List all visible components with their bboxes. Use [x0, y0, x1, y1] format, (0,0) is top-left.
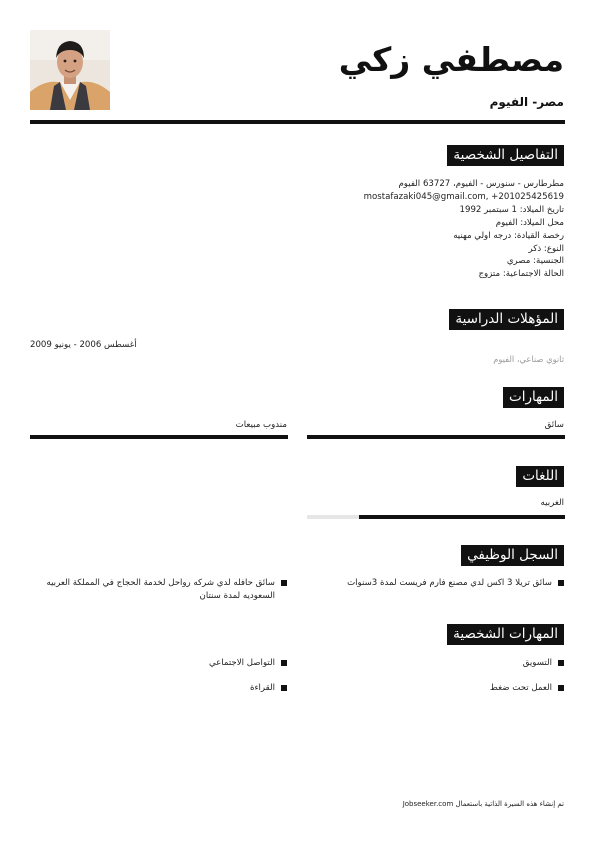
bullet-icon [558, 580, 564, 586]
gender: النوع: ذكر [528, 243, 564, 254]
soft-skill-text: العمل تحت ضغط [489, 683, 552, 693]
skill-label: سائق [544, 420, 564, 430]
footer-note: تم إنشاء هذه السيرة الذاتية باستعمال Jobseeker.com [402, 800, 564, 808]
language-bar [307, 515, 565, 519]
skill-bar-fill [307, 435, 565, 439]
soft-skill-text: القراءة [249, 683, 275, 693]
soft-skill-item [37, 682, 287, 695]
experience-text: سائق حافله لدي شركه رواحل لخدمة الحجاج في المملكة العربيه السعوديه لمدة سنتان [46, 578, 275, 601]
contact: mostafazaki045@gmail.com, +201025425619 [363, 191, 564, 202]
date-of-birth: تاريخ الميلاد: 1 سبتمبر 1992 [459, 204, 564, 215]
education-date: أغسطس 2006 - يونيو 2009 [30, 340, 137, 350]
place-of-birth: محل الميلاد: الفيوم [495, 217, 564, 228]
skill-label: مندوب مبيعات [235, 420, 287, 430]
soft-skill-item [37, 657, 287, 670]
section-title-education: المؤهلات الدراسية [449, 309, 564, 330]
soft-skill-text: التسويق [522, 658, 552, 668]
experience-item [30, 577, 287, 602]
candidate-location: مصر- الفيوم [489, 95, 564, 109]
section-title-personal: التفاصيل الشخصية [447, 145, 564, 166]
bullet-icon [281, 580, 287, 586]
language-bar-fill [359, 515, 565, 519]
soft-skill-text: التواصل الاجتماعي [208, 658, 275, 668]
bullet-icon [281, 660, 287, 666]
section-title-skills: المهارات [503, 387, 564, 408]
bullet-icon [558, 660, 564, 666]
profile-photo [30, 30, 110, 110]
skill-bar-fill [30, 435, 288, 439]
experience-item [314, 577, 564, 590]
header-divider [30, 120, 565, 124]
language-label: الغربيه [540, 498, 564, 508]
section-title-experience: السجل الوظيفي [461, 545, 564, 566]
avatar-icon [30, 30, 110, 110]
bullet-icon [558, 685, 564, 691]
candidate-name: مصطفي زكي [338, 40, 564, 79]
driving-license: رخصة القيادة: درجه اولي مهنيه [453, 230, 564, 241]
marital-status: الحالة الاجتماعية: متزوج [478, 269, 564, 280]
soft-skill-item [314, 682, 564, 695]
address: مطرطارس - سنورس - الفيوم، 63727 الفيوم [398, 179, 564, 189]
section-title-soft-skills: المهارات الشخصية [447, 624, 564, 645]
soft-skill-item [314, 657, 564, 670]
experience-text: سائق تريلا 3 اكس لدي مصنع فارم فريست لمدة 3سنوات [347, 578, 552, 588]
skill-bar [30, 435, 288, 439]
bullet-icon [281, 685, 287, 691]
nationality: الجنسية: مصري [506, 256, 564, 267]
skill-bar [307, 435, 565, 439]
personal-details [244, 178, 564, 281]
section-title-languages: اللغات [516, 466, 564, 487]
education-school: ثانوي صناعي، الفيوم [493, 354, 564, 364]
